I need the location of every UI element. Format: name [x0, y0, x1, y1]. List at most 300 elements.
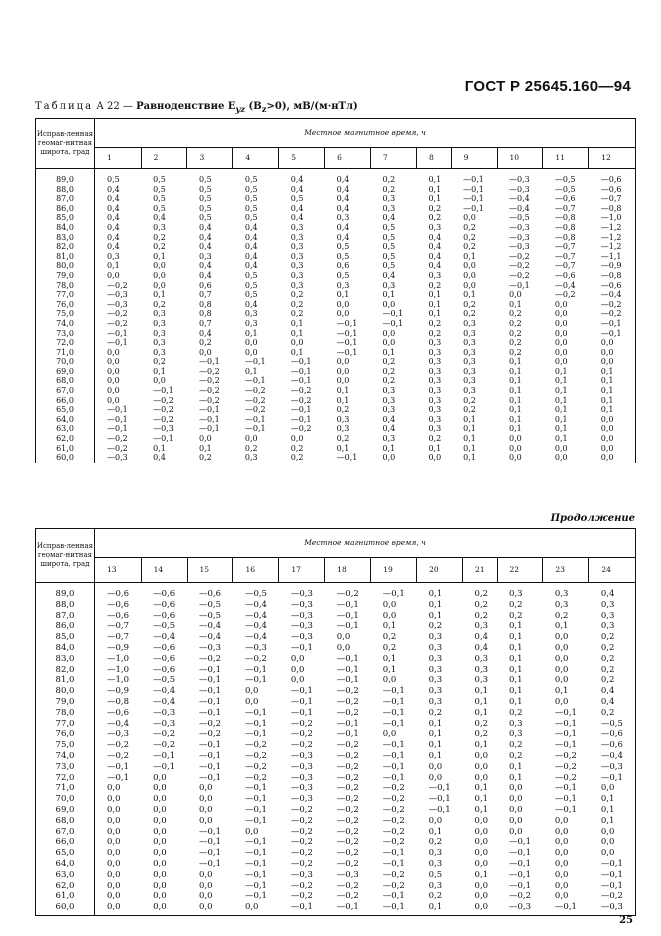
- value-cell: —0,1: [153, 434, 174, 444]
- value-cell: 0,2: [153, 299, 166, 309]
- value-cell: 0,4: [198, 328, 212, 338]
- value-cell: —0,1: [290, 376, 312, 386]
- value-cell: —0,1: [336, 338, 358, 348]
- value-cell: —0,1: [336, 664, 359, 675]
- value-cell: —0,2: [382, 815, 405, 826]
- latitude-cell: 69,0: [36, 367, 95, 377]
- value-cell: 0,4: [336, 222, 350, 232]
- value-cell: 0,3: [290, 261, 304, 271]
- value-cell: —0,4: [153, 632, 176, 643]
- value-cell: 0,1: [474, 696, 489, 707]
- value-cell: —0,2: [382, 783, 405, 794]
- value-cell: 0,7: [198, 318, 212, 328]
- value-cell: 0,0: [554, 675, 569, 686]
- value-cell: 0,4: [474, 632, 489, 643]
- value-cell: —0,1: [336, 347, 358, 357]
- value-cell: 0,2: [509, 318, 522, 328]
- value-cell: 0,2: [428, 434, 442, 444]
- value-cell: —0,5: [554, 175, 576, 184]
- value-cell: 0,0: [554, 357, 568, 367]
- hour-header: 22: [497, 558, 543, 583]
- value-cell: 0,1: [336, 395, 350, 405]
- value-cell: 0,3: [600, 610, 615, 621]
- value-cell: 0,1: [509, 761, 523, 772]
- hour-header: 2: [141, 148, 187, 169]
- value-cell: 0,2: [554, 610, 569, 621]
- latitude-cell: 74,0: [36, 751, 95, 762]
- value-cell: 0,0: [382, 328, 396, 338]
- value-cell: —0,1: [244, 357, 266, 367]
- latitude-cell: 62,0: [36, 881, 95, 892]
- value-cell: —0,2: [336, 880, 359, 891]
- value-cell: 0,3: [290, 242, 304, 252]
- value-cell: 0,4: [107, 242, 120, 252]
- value-cell: 0,2: [382, 175, 396, 184]
- value-cell: 0,0: [336, 632, 351, 643]
- value-cell: 0,1: [382, 443, 396, 453]
- table-row: [36, 600, 636, 611]
- value-cell: —0,1: [600, 858, 623, 869]
- value-cell: —0,2: [153, 395, 174, 405]
- latitude-cell: 79,0: [36, 697, 95, 708]
- value-cell: 0,3: [509, 729, 523, 740]
- value-cell: —0,2: [509, 251, 530, 261]
- value-cell: 0,0: [199, 891, 213, 902]
- value-cell: 0,4: [198, 261, 212, 271]
- value-cell: 0,2: [474, 610, 489, 621]
- value-cell: 0,2: [290, 290, 304, 300]
- value-cell: —0,1: [600, 772, 623, 783]
- value-cell: 0,1: [509, 772, 523, 783]
- value-cell: —0,1: [244, 794, 267, 805]
- value-cell: 0,2: [153, 232, 166, 242]
- value-cell: 0,0: [600, 453, 614, 463]
- value-cell: 0,2: [463, 222, 476, 232]
- value-cell: 0,0: [382, 453, 396, 463]
- value-cell: —0,1: [554, 740, 577, 751]
- value-cell: 0,4: [198, 242, 212, 252]
- value-cell: —0,6: [199, 589, 222, 599]
- value-cell: 0,0: [600, 826, 615, 837]
- value-cell: 0,4: [336, 184, 350, 194]
- value-cell: —0,6: [107, 589, 130, 599]
- latitude-cell: 79,0: [36, 271, 95, 281]
- value-cell: 0,1: [600, 815, 615, 826]
- value-cell: —0,2: [290, 858, 313, 869]
- value-cell: 0,0: [554, 880, 569, 891]
- value-cell: 0,1: [509, 653, 523, 664]
- latitude-header: Исправ-ленная геомаг-нитная широта, град: [36, 529, 95, 583]
- value-cell: —0,1: [290, 707, 313, 718]
- value-cell: —1,1: [600, 251, 622, 261]
- hour-header: 12: [589, 148, 636, 169]
- value-cell: 0,0: [600, 837, 615, 848]
- value-cell: —0,8: [600, 270, 622, 280]
- value-cell: 0,0: [600, 347, 614, 357]
- value-cell: 0,0: [290, 338, 304, 348]
- value-cell: —0,8: [554, 222, 576, 232]
- value-cell: 0,2: [474, 718, 489, 729]
- value-cell: 0,0: [199, 815, 213, 826]
- table-row: [36, 902, 636, 915]
- latitude-cell: 61,0: [36, 891, 95, 902]
- table-row: [36, 213, 636, 223]
- value-cell: —0,2: [199, 718, 222, 729]
- value-cell: —0,5: [244, 589, 267, 599]
- value-cell: 0,3: [290, 251, 304, 261]
- value-cell: 0,5: [336, 270, 350, 280]
- value-cell: 0,3: [428, 366, 442, 376]
- value-cell: —0,3: [509, 232, 530, 242]
- table-row: [36, 773, 636, 784]
- value-cell: —0,2: [336, 696, 359, 707]
- value-cell: —0,1: [428, 794, 451, 805]
- value-cell: 0,0: [554, 443, 568, 453]
- value-cell: 0,4: [382, 213, 396, 223]
- table-row: [36, 729, 636, 740]
- value-cell: 0,2: [463, 395, 476, 405]
- value-cell: 0,3: [107, 251, 120, 261]
- value-cell: —0,2: [290, 395, 312, 405]
- value-cell: 0,1: [600, 386, 614, 396]
- value-cell: —0,2: [290, 804, 313, 815]
- value-cell: —1,2: [600, 232, 622, 242]
- latitude-cell: 60,0: [36, 902, 95, 915]
- value-cell: 0,4: [600, 686, 615, 697]
- value-cell: —0,1: [153, 750, 176, 761]
- value-cell: —0,3: [153, 424, 174, 434]
- value-cell: —0,2: [336, 589, 359, 599]
- value-cell: 0,0: [474, 750, 489, 761]
- value-cell: 0,0: [463, 213, 476, 223]
- value-cell: 0,4: [244, 222, 258, 232]
- value-cell: 0,2: [428, 203, 442, 213]
- value-cell: —0,1: [336, 653, 359, 664]
- value-cell: 0,0: [554, 696, 569, 707]
- value-cell: —0,3: [509, 902, 532, 913]
- value-cell: 0,1: [290, 347, 304, 357]
- value-cell: 0,1: [509, 675, 523, 686]
- hour-header: 18: [325, 558, 371, 583]
- value-cell: —0,1: [336, 675, 359, 686]
- value-cell: 0,1: [428, 902, 443, 913]
- value-cell: 0,1: [153, 366, 166, 376]
- value-cell: 0,1: [463, 434, 476, 444]
- value-cell: —0,1: [336, 610, 359, 621]
- table-row: [36, 783, 636, 794]
- value-cell: —0,8: [107, 696, 130, 707]
- table-row: [36, 169, 636, 185]
- value-cell: 0,2: [600, 707, 615, 718]
- caption-sub-z: z: [261, 104, 267, 114]
- value-cell: —0,2: [290, 424, 312, 434]
- value-cell: 0,1: [509, 299, 522, 309]
- value-cell: —0,9: [107, 686, 130, 697]
- latitude-cell: 82,0: [36, 665, 95, 676]
- value-cell: 0,1: [428, 589, 443, 599]
- value-cell: 0,1: [600, 395, 614, 405]
- value-cell: 0,3: [474, 675, 489, 686]
- value-cell: 0,1: [428, 599, 443, 610]
- value-cell: 0,0: [474, 858, 489, 869]
- value-cell: —0,4: [107, 718, 130, 729]
- value-cell: —0,1: [428, 783, 451, 794]
- value-cell: 0,0: [153, 270, 166, 280]
- value-cell: 0,0: [244, 434, 258, 444]
- value-cell: 0,0: [474, 880, 489, 891]
- value-cell: 0,2: [474, 729, 489, 740]
- value-cell: 0,5: [244, 280, 258, 290]
- caption-title: Равноденствие E: [136, 101, 236, 112]
- value-cell: 0,4: [198, 270, 212, 280]
- table-row: [36, 329, 636, 339]
- value-cell: 0,2: [474, 589, 489, 599]
- value-cell: 0,1: [428, 826, 443, 837]
- value-cell: —0,1: [244, 880, 267, 891]
- value-cell: 0,2: [428, 318, 442, 328]
- value-cell: —1,0: [600, 213, 622, 223]
- value-cell: 0,1: [509, 386, 522, 396]
- value-cell: —0,1: [382, 772, 405, 783]
- value-cell: 0,1: [290, 328, 304, 338]
- latitude-cell: 61,0: [36, 444, 95, 454]
- value-cell: 0,1: [153, 290, 166, 300]
- value-cell: —0,6: [554, 194, 576, 204]
- value-cell: —0,1: [554, 902, 577, 913]
- value-cell: —0,2: [336, 707, 359, 718]
- value-cell: —0,2: [244, 750, 267, 761]
- value-cell: —0,5: [153, 621, 176, 632]
- value-cell: —0,2: [290, 848, 313, 859]
- value-cell: —0,2: [336, 804, 359, 815]
- value-cell: 0,3: [428, 395, 442, 405]
- value-cell: 0,0: [428, 815, 443, 826]
- value-cell: 0,5: [198, 194, 212, 204]
- value-cell: 0,3: [153, 222, 166, 232]
- value-cell: 0,4: [198, 222, 212, 232]
- value-cell: —0,1: [382, 891, 405, 902]
- value-cell: —0,2: [336, 837, 359, 848]
- value-cell: —0,2: [336, 891, 359, 902]
- table-row: [36, 708, 636, 719]
- value-cell: 0,3: [382, 194, 396, 204]
- value-cell: —0,2: [244, 405, 266, 415]
- value-cell: 0,0: [474, 761, 489, 772]
- table-row: [36, 223, 636, 233]
- latitude-cell: 87,0: [36, 194, 95, 204]
- value-cell: 0,4: [600, 589, 615, 599]
- value-cell: 0,2: [600, 642, 615, 653]
- value-cell: 0,0: [153, 804, 167, 815]
- value-cell: —0,2: [290, 718, 313, 729]
- latitude-cell: 66,0: [36, 396, 95, 406]
- value-cell: 0,5: [428, 869, 443, 880]
- value-cell: 0,2: [463, 405, 476, 415]
- value-cell: 0,1: [428, 175, 442, 184]
- document-code: ГОСТ Р 25645.160—94: [464, 78, 631, 95]
- value-cell: 0,3: [474, 664, 489, 675]
- value-cell: —0,1: [107, 338, 128, 348]
- hour-header: 16: [233, 558, 279, 583]
- table-row: [36, 424, 636, 434]
- value-cell: 0,0: [600, 424, 614, 434]
- value-cell: —0,1: [382, 686, 405, 697]
- table-caption: [35, 100, 358, 116]
- value-cell: 0,0: [244, 686, 259, 697]
- value-cell: 0,0: [107, 804, 121, 815]
- value-cell: 0,5: [198, 175, 212, 184]
- value-cell: —0,1: [336, 328, 358, 338]
- value-cell: 0,3: [463, 347, 476, 357]
- value-cell: —0,7: [107, 621, 130, 632]
- value-cell: —0,1: [509, 837, 532, 848]
- time-group-header: Местное магнитное время, ч: [95, 529, 636, 558]
- value-cell: —0,1: [244, 815, 267, 826]
- latitude-cell: 80,0: [36, 261, 95, 271]
- value-cell: —0,2: [107, 318, 128, 328]
- value-cell: —0,7: [107, 632, 130, 643]
- value-cell: —1,0: [107, 664, 130, 675]
- value-cell: —0,2: [290, 891, 313, 902]
- value-cell: 0,0: [244, 338, 258, 348]
- value-cell: —0,2: [198, 366, 220, 376]
- value-cell: —0,3: [107, 729, 130, 740]
- value-cell: 0,3: [463, 386, 476, 396]
- value-cell: 0,0: [554, 837, 569, 848]
- value-cell: 0,0: [554, 338, 568, 348]
- value-cell: —0,1: [382, 718, 405, 729]
- value-cell: —0,1: [463, 175, 484, 184]
- value-cell: —0,1: [600, 318, 622, 328]
- value-cell: 0,0: [107, 826, 121, 837]
- value-cell: 0,1: [428, 443, 442, 453]
- value-cell: —0,7: [600, 194, 622, 204]
- value-cell: 0,4: [290, 175, 304, 184]
- value-cell: 0,0: [153, 280, 166, 290]
- value-cell: —0,1: [198, 424, 220, 434]
- value-cell: 0,3: [428, 848, 443, 859]
- value-cell: 0,0: [107, 837, 121, 848]
- value-cell: 0,0: [474, 902, 489, 913]
- value-cell: —0,2: [290, 729, 313, 740]
- value-cell: —0,2: [107, 309, 128, 319]
- value-cell: 0,2: [509, 610, 523, 621]
- value-cell: —0,1: [554, 707, 577, 718]
- value-cell: —0,3: [153, 718, 176, 729]
- caption-cond-open: (B: [245, 101, 262, 112]
- value-cell: —0,2: [382, 869, 405, 880]
- value-cell: 0,0: [554, 453, 568, 463]
- table-row: [36, 583, 636, 600]
- value-cell: 0,3: [428, 270, 442, 280]
- value-cell: 0,4: [244, 251, 258, 261]
- value-cell: 0,2: [509, 309, 522, 319]
- table-body: [36, 583, 636, 916]
- value-cell: —0,4: [509, 203, 530, 213]
- value-cell: 0,1: [428, 194, 442, 204]
- table-row: [36, 719, 636, 730]
- value-cell: —0,2: [554, 750, 577, 761]
- value-cell: 0,3: [474, 621, 489, 632]
- value-cell: 0,3: [336, 414, 350, 424]
- value-cell: —0,1: [244, 414, 266, 424]
- value-cell: —0,1: [153, 761, 176, 772]
- value-cell: —0,1: [554, 718, 577, 729]
- value-cell: —0,1: [554, 783, 577, 794]
- value-cell: —0,1: [554, 804, 577, 815]
- value-cell: 0,2: [428, 328, 442, 338]
- value-cell: —0,1: [244, 729, 267, 740]
- value-cell: —1,2: [600, 222, 622, 232]
- value-cell: 0,0: [199, 902, 213, 913]
- value-cell: 0,3: [382, 434, 396, 444]
- value-cell: 0,1: [382, 621, 397, 632]
- value-cell: 0,1: [382, 290, 396, 300]
- value-cell: —0,1: [244, 664, 267, 675]
- value-cell: 0,4: [336, 203, 350, 213]
- value-cell: 0,3: [382, 280, 396, 290]
- value-cell: 0,6: [336, 261, 350, 271]
- value-cell: 0,3: [428, 858, 443, 869]
- hour-header: 14: [141, 558, 187, 583]
- value-cell: 0,0: [600, 848, 615, 859]
- value-cell: 0,1: [554, 405, 568, 415]
- value-cell: 0,0: [153, 880, 167, 891]
- value-cell: —0,4: [509, 194, 530, 204]
- value-cell: —0,1: [336, 902, 359, 913]
- value-cell: —0,3: [509, 175, 530, 184]
- value-cell: —0,8: [554, 232, 576, 242]
- value-cell: —0,1: [336, 599, 359, 610]
- value-cell: —0,6: [153, 664, 176, 675]
- value-cell: —0,4: [153, 696, 176, 707]
- value-cell: 0,4: [107, 222, 120, 232]
- value-cell: 0,3: [244, 318, 258, 328]
- value-cell: —0,1: [382, 696, 405, 707]
- latitude-cell: 73,0: [36, 762, 95, 773]
- value-cell: —0,2: [244, 386, 266, 396]
- value-cell: 0,0: [107, 869, 121, 880]
- table-row: [36, 643, 636, 654]
- value-cell: —0,1: [244, 869, 267, 880]
- table-row: [36, 697, 636, 708]
- value-cell: 0,0: [336, 357, 350, 367]
- table-row: [36, 367, 636, 377]
- value-cell: 0,3: [463, 357, 476, 367]
- value-cell: 0,2: [509, 740, 523, 751]
- value-cell: 0,0: [382, 599, 397, 610]
- value-cell: —0,2: [336, 794, 359, 805]
- value-cell: —0,5: [554, 184, 576, 194]
- value-cell: —0,2: [290, 837, 313, 848]
- latitude-cell: 80,0: [36, 686, 95, 697]
- value-cell: 0,0: [107, 902, 121, 913]
- value-cell: 0,1: [554, 366, 568, 376]
- value-cell: 0,1: [463, 251, 476, 261]
- value-cell: —0,1: [290, 696, 313, 707]
- value-cell: 0,0: [554, 869, 569, 880]
- value-cell: 0,0: [198, 434, 212, 444]
- value-cell: 0,3: [428, 653, 443, 664]
- value-cell: 0,1: [474, 707, 489, 718]
- table-row: [36, 444, 636, 454]
- value-cell: 0,4: [428, 242, 442, 252]
- value-cell: —0,3: [290, 599, 313, 610]
- value-cell: 0,1: [198, 443, 212, 453]
- value-cell: 0,1: [600, 366, 614, 376]
- value-cell: 0,4: [244, 242, 258, 252]
- value-cell: —0,2: [107, 280, 128, 290]
